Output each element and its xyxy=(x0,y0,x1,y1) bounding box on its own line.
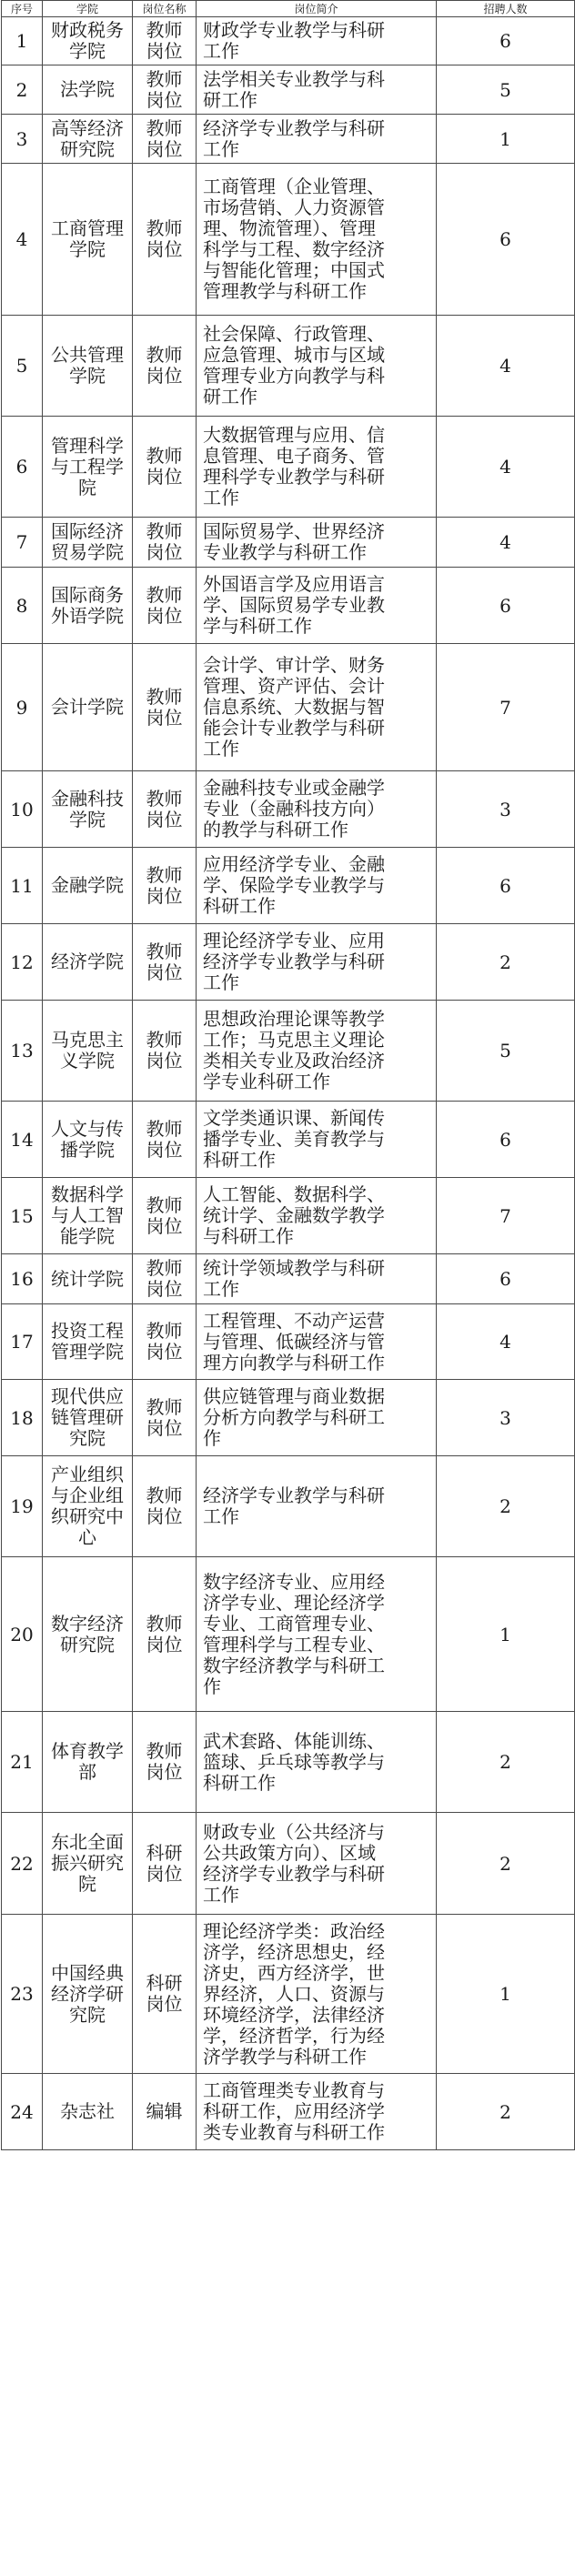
row-no: 21 xyxy=(2,1712,43,1813)
row-no: 18 xyxy=(2,1380,43,1456)
row-college: 数字经济 研究院 xyxy=(43,1557,133,1712)
row-post-name: 教师 岗位 xyxy=(133,924,197,1001)
row-no: 12 xyxy=(2,924,43,1001)
header-college: 学院 xyxy=(43,1,133,17)
row-college: 杂志社 xyxy=(43,2074,133,2150)
recruitment-table xyxy=(1,0,575,2150)
row-count: 6 xyxy=(437,1102,575,1178)
row-no: 24 xyxy=(2,2074,43,2150)
table-row xyxy=(2,1813,575,1915)
row-no: 9 xyxy=(2,644,43,771)
table-row xyxy=(2,848,575,924)
table-body xyxy=(2,17,575,2150)
row-no: 22 xyxy=(2,1813,43,1915)
row-college: 高等经济 研究院 xyxy=(43,115,133,164)
row-college: 马克思主 义学院 xyxy=(43,1001,133,1102)
row-no: 6 xyxy=(2,417,43,518)
row-post-desc: 武术套路、体能训练、 篮球、乒乓球等教学与 科研工作 xyxy=(197,1712,437,1813)
row-college: 产业组织 与企业组 织研究中 心 xyxy=(43,1456,133,1557)
table-row xyxy=(2,644,575,771)
row-no: 20 xyxy=(2,1557,43,1712)
row-count: 6 xyxy=(437,17,575,65)
table-row xyxy=(2,1557,575,1712)
table-row xyxy=(2,924,575,1001)
row-post-name: 编辑 xyxy=(133,2074,197,2150)
row-count: 3 xyxy=(437,771,575,848)
row-post-name: 教师 岗位 xyxy=(133,1557,197,1712)
row-post-desc: 会计学、审计学、财务 管理、资产评估、会计 信息系统、大数据与智 能会计专业教学与科研 工作 xyxy=(197,644,437,771)
row-college: 经济学院 xyxy=(43,924,133,1001)
row-post-name: 教师 岗位 xyxy=(133,848,197,924)
row-count: 7 xyxy=(437,1178,575,1254)
row-count: 6 xyxy=(437,1254,575,1304)
row-no: 4 xyxy=(2,164,43,316)
row-college: 会计学院 xyxy=(43,644,133,771)
row-post-desc: 法学相关专业教学与科 研工作 xyxy=(197,65,437,115)
row-no: 1 xyxy=(2,17,43,65)
row-post-desc: 文学类通识课、新闻传 播学专业、美育教学与 科研工作 xyxy=(197,1102,437,1178)
row-post-desc: 理论经济学专业、应用 经济学专业教学与科研 工作 xyxy=(197,924,437,1001)
table-row xyxy=(2,568,575,644)
row-post-desc: 社会保障、行政管理、 应急管理、城市与区域 管理专业方向教学与科 研工作 xyxy=(197,316,437,417)
row-college: 金融科技 学院 xyxy=(43,771,133,848)
table-row xyxy=(2,115,575,164)
table-row xyxy=(2,417,575,518)
row-post-desc: 工程管理、不动产运营 与管理、低碳经济与管 理方向教学与科研工作 xyxy=(197,1304,437,1380)
table-row xyxy=(2,1254,575,1304)
row-post-name: 教师 岗位 xyxy=(133,1001,197,1102)
row-count: 7 xyxy=(437,644,575,771)
row-count: 6 xyxy=(437,568,575,644)
table-row xyxy=(2,1001,575,1102)
row-college: 法学院 xyxy=(43,65,133,115)
row-college: 中国经典 经济学研 究院 xyxy=(43,1915,133,2074)
table-row xyxy=(2,17,575,65)
row-post-name: 教师 岗位 xyxy=(133,518,197,568)
row-count: 1 xyxy=(437,1915,575,2074)
header-post-name: 岗位名称 xyxy=(133,1,197,17)
table-header xyxy=(2,1,575,17)
row-no: 7 xyxy=(2,518,43,568)
row-no: 8 xyxy=(2,568,43,644)
row-no: 5 xyxy=(2,316,43,417)
table-row xyxy=(2,2074,575,2150)
header-post-desc: 岗位简介 xyxy=(197,1,437,17)
row-count: 5 xyxy=(437,65,575,115)
row-count: 3 xyxy=(437,1380,575,1456)
row-post-desc: 工商管理（企业管理、 市场营销、人力资源管 理、物流管理）、管理 科学与工程、数字经济 与智能化管理；中国式 管理教学与科研工作 xyxy=(197,164,437,316)
row-count: 2 xyxy=(437,924,575,1001)
row-count: 4 xyxy=(437,316,575,417)
row-post-name: 教师 岗位 xyxy=(133,1178,197,1254)
table-row xyxy=(2,1915,575,2074)
row-post-desc: 大数据管理与应用、信 息管理、电子商务、管 理科学专业教学与科研 工作 xyxy=(197,417,437,518)
row-post-desc: 思想政治理论课等教学 工作；马克思主义理论 类相关专业及政治经济 学专业科研工作 xyxy=(197,1001,437,1102)
row-no: 17 xyxy=(2,1304,43,1380)
row-college: 人文与传 播学院 xyxy=(43,1102,133,1178)
row-post-desc: 外国语言学及应用语言 学、国际贸易学专业教 学与科研工作 xyxy=(197,568,437,644)
row-no: 19 xyxy=(2,1456,43,1557)
row-post-name: 教师 岗位 xyxy=(133,1712,197,1813)
table-row xyxy=(2,164,575,316)
row-post-name: 教师 岗位 xyxy=(133,417,197,518)
row-college: 工商管理 学院 xyxy=(43,164,133,316)
header-row xyxy=(2,1,575,17)
row-post-name: 教师 岗位 xyxy=(133,1254,197,1304)
row-college: 公共管理 学院 xyxy=(43,316,133,417)
row-no: 11 xyxy=(2,848,43,924)
row-no: 15 xyxy=(2,1178,43,1254)
table-row xyxy=(2,1456,575,1557)
row-post-name: 教师 岗位 xyxy=(133,1102,197,1178)
row-college: 投资工程 管理学院 xyxy=(43,1304,133,1380)
row-no: 14 xyxy=(2,1102,43,1178)
row-post-desc: 财政专业（公共经济与 公共政策方向）、区域 经济学专业教学与科研 工作 xyxy=(197,1813,437,1915)
row-count: 2 xyxy=(437,1813,575,1915)
row-post-name: 教师 岗位 xyxy=(133,1380,197,1456)
row-post-name: 教师 岗位 xyxy=(133,17,197,65)
row-post-name: 教师 岗位 xyxy=(133,771,197,848)
header-count: 招聘人数 xyxy=(437,1,575,17)
row-count: 6 xyxy=(437,164,575,316)
row-college: 国际经济 贸易学院 xyxy=(43,518,133,568)
row-post-name: 教师 岗位 xyxy=(133,316,197,417)
row-post-desc: 供应链管理与商业数据 分析方向教学与科研工 作 xyxy=(197,1380,437,1456)
row-college: 数据科学 与人工智 能学院 xyxy=(43,1178,133,1254)
row-post-name: 教师 岗位 xyxy=(133,164,197,316)
row-college: 东北全面 振兴研究 院 xyxy=(43,1813,133,1915)
row-post-desc: 数字经济专业、应用经 济学专业、理论经济学 专业、工商管理专业、 管理科学与工程专业、 数字经济教学与科研工 作 xyxy=(197,1557,437,1712)
row-post-desc: 应用经济学专业、金融 学、保险学专业教学与 科研工作 xyxy=(197,848,437,924)
row-no: 13 xyxy=(2,1001,43,1102)
row-count: 2 xyxy=(437,2074,575,2150)
row-post-name: 教师 岗位 xyxy=(133,644,197,771)
row-post-name: 科研 岗位 xyxy=(133,1813,197,1915)
row-college: 金融学院 xyxy=(43,848,133,924)
row-college: 财政税务 学院 xyxy=(43,17,133,65)
table-row xyxy=(2,1102,575,1178)
table-row xyxy=(2,1712,575,1813)
row-count: 4 xyxy=(437,417,575,518)
row-no: 10 xyxy=(2,771,43,848)
row-count: 2 xyxy=(437,1712,575,1813)
row-count: 5 xyxy=(437,1001,575,1102)
row-count: 4 xyxy=(437,1304,575,1380)
table-row xyxy=(2,1380,575,1456)
row-post-desc: 人工智能、数据科学、 统计学、金融数学教学 与科研工作 xyxy=(197,1178,437,1254)
row-post-desc: 财政学专业教学与科研 工作 xyxy=(197,17,437,65)
header-no: 序号 xyxy=(2,1,43,17)
row-count: 4 xyxy=(437,518,575,568)
row-no: 23 xyxy=(2,1915,43,2074)
row-no: 3 xyxy=(2,115,43,164)
row-no: 16 xyxy=(2,1254,43,1304)
table-row xyxy=(2,316,575,417)
row-post-desc: 经济学专业教学与科研 工作 xyxy=(197,1456,437,1557)
row-count: 2 xyxy=(437,1456,575,1557)
row-count: 6 xyxy=(437,848,575,924)
row-college: 管理科学 与工程学 院 xyxy=(43,417,133,518)
table-row xyxy=(2,1304,575,1380)
row-post-desc: 金融科技专业或金融学 专业（金融科技方向） 的教学与科研工作 xyxy=(197,771,437,848)
row-college: 统计学院 xyxy=(43,1254,133,1304)
row-post-desc: 理论经济学类：政治经 济学，经济思想史，经 济史，西方经济学，世 界经济，人口、资源与 环境经济学，法律经济 学，经济哲学，行为经 济学教学与科研工作 xyxy=(197,1915,437,2074)
row-post-desc: 统计学领域教学与科研 工作 xyxy=(197,1254,437,1304)
table-row xyxy=(2,65,575,115)
row-college: 国际商务 外语学院 xyxy=(43,568,133,644)
row-no: 2 xyxy=(2,65,43,115)
row-college: 现代供应 链管理研 究院 xyxy=(43,1380,133,1456)
row-count: 1 xyxy=(437,1557,575,1712)
row-post-name: 教师 岗位 xyxy=(133,115,197,164)
table-row xyxy=(2,518,575,568)
row-post-name: 教师 岗位 xyxy=(133,1304,197,1380)
row-count: 1 xyxy=(437,115,575,164)
row-post-name: 教师 岗位 xyxy=(133,568,197,644)
row-college: 体育教学 部 xyxy=(43,1712,133,1813)
row-post-name: 教师 岗位 xyxy=(133,1456,197,1557)
row-post-desc: 国际贸易学、世界经济 专业教学与科研工作 xyxy=(197,518,437,568)
row-post-name: 科研 岗位 xyxy=(133,1915,197,2074)
row-post-name: 教师 岗位 xyxy=(133,65,197,115)
row-post-desc: 工商管理类专业教育与 科研工作，应用经济学 类专业教育与科研工作 xyxy=(197,2074,437,2150)
table-row xyxy=(2,1178,575,1254)
row-post-desc: 经济学专业教学与科研 工作 xyxy=(197,115,437,164)
table-row xyxy=(2,771,575,848)
